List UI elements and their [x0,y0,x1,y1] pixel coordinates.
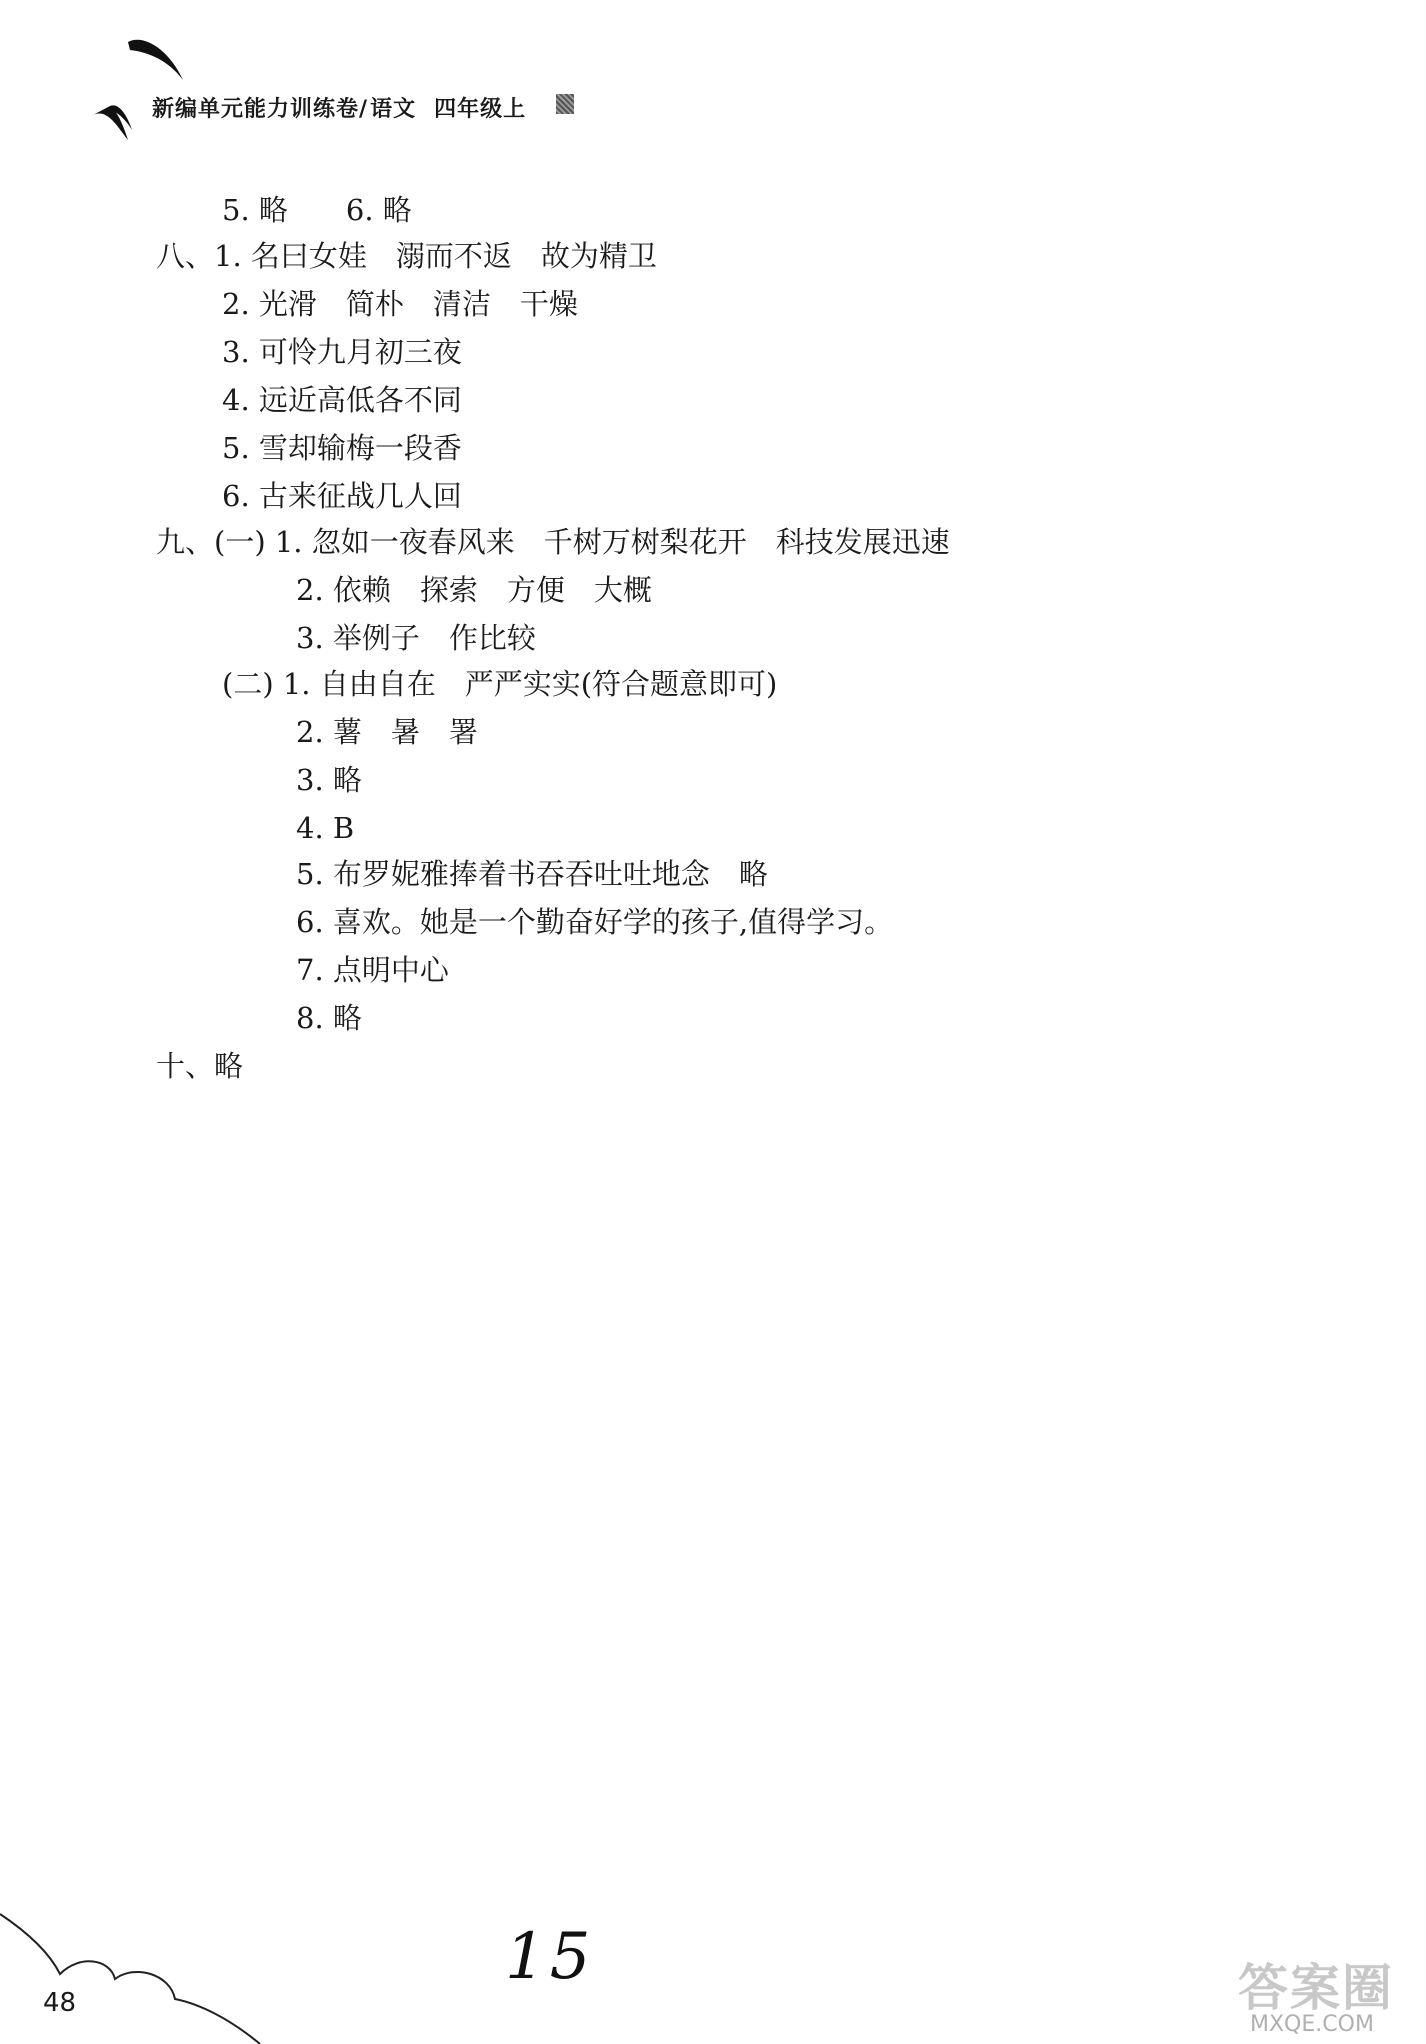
answer-line: 5. 布罗妮雅捧着书吞吞吐吐地念 略 [296,857,768,891]
answer-line: 3. 举例子 作比较 [296,621,536,655]
flying-bird-icon [88,30,208,150]
answer-line: 5. 雪却输梅一段香 [222,431,462,465]
answer-line: 5. 略 6. 略 [222,193,412,227]
handwritten-note: 15 [505,1920,595,1994]
answer-line: 2. 薯 暑 署 [296,715,478,749]
header-title [152,92,526,123]
grade-badge-icon [556,94,574,114]
answer-line: 7. 点明中心 [296,953,449,987]
answer-line: 3. 略 [296,763,362,797]
cloud-outline-icon [0,1904,300,2044]
answer-line: 2. 依赖 探索 方便 大概 [296,573,652,607]
grade-label: 四年级上 [434,97,527,122]
answer-line: 6. 喜欢。她是一个勤奋好学的孩子,值得学习。 [296,905,894,939]
answer-line: 十、略 [156,1049,244,1083]
book-title: 新编单元能力训练卷 [152,97,360,122]
answer-line: 8. 略 [296,1001,362,1035]
answer-line: 2. 光滑 简朴 清洁 干燥 [222,287,578,321]
answer-line: 3. 可怜九月初三夜 [222,335,462,369]
answer-line: 4. B [296,811,355,845]
answer-line: 九、(一) 1. 忽如一夜春风来 千树万树梨花开 科技发展迅速 [156,525,950,559]
page-number: 48 [43,1988,77,2018]
answer-line: 八、1. 名曰女娃 溺而不返 故为精卫 [156,239,657,273]
watermark-logo: 答案圈 [1238,1959,1394,2017]
title-separator: / [359,97,369,122]
answer-line: 6. 古来征战几人回 [222,479,462,513]
watermark-url: MXQE.COM [1250,2012,1374,2037]
answer-line: 4. 远近高低各不同 [222,383,462,417]
answer-line: (二) 1. 自由自在 严严实实(符合题意即可) [222,667,778,701]
subject-label: 语文 [370,97,417,122]
